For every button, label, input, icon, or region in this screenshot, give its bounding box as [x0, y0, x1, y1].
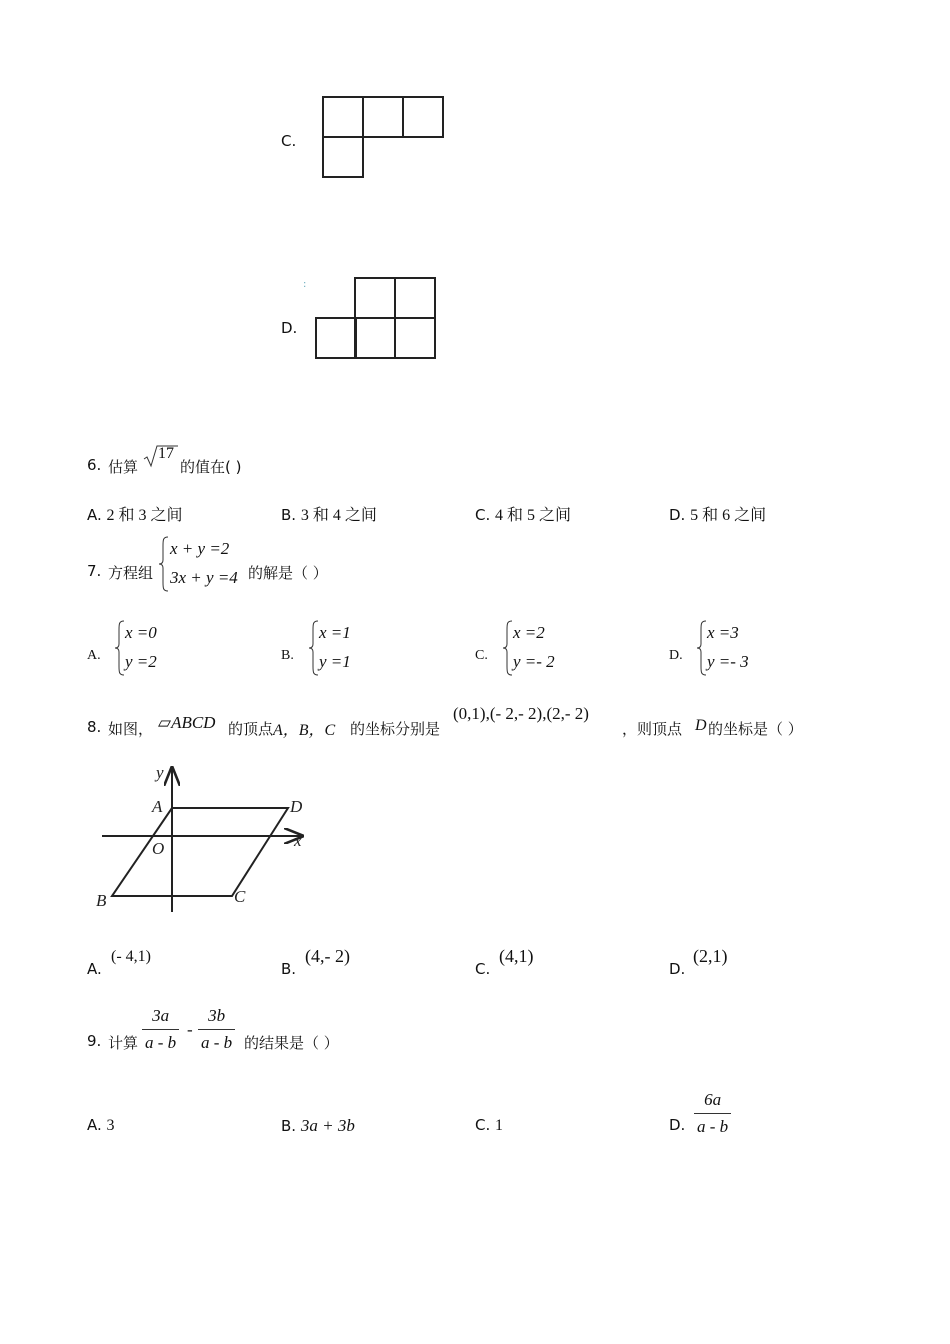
option-text: 3 — [106, 1117, 115, 1134]
option-text: 5 和 6 之间 — [690, 507, 767, 524]
x-axis-label: x — [294, 831, 302, 850]
net-figure-d — [313, 275, 439, 361]
question-number: 9. — [87, 1032, 102, 1050]
option-text: 3a + 3b — [300, 1116, 355, 1135]
numerator: 3b — [198, 1006, 235, 1030]
equation: x =2 — [513, 623, 545, 642]
equation-system — [170, 534, 238, 592]
net-square — [395, 318, 435, 358]
denominator: a - b — [201, 1033, 233, 1052]
option-text: 2 和 3 之间 — [106, 507, 183, 524]
brace-icon — [158, 536, 170, 592]
q8-option-c[interactable] — [475, 960, 490, 978]
fraction-6a-over-a-minus-b — [694, 1090, 731, 1137]
question-text: 的值在( ) — [180, 458, 242, 476]
parallelogram-diagram — [90, 758, 320, 918]
option-label: A. — [87, 648, 101, 663]
option-label: A. — [87, 1116, 102, 1134]
option-label: C. — [475, 960, 491, 978]
y-axis-label: y — [156, 763, 164, 782]
net-square — [323, 97, 363, 137]
q7-option-c[interactable] — [475, 618, 595, 676]
option-text: (2,1) — [693, 946, 728, 966]
origin-label: O — [152, 839, 165, 858]
option-label: D. — [669, 648, 683, 663]
radicand: 17 — [158, 445, 174, 462]
point-c-label: C — [234, 887, 246, 906]
point-a-label: A — [152, 797, 163, 816]
vertex-d: D — [695, 717, 707, 734]
option-text: 1 — [495, 1117, 504, 1134]
option-label: B. — [281, 960, 297, 978]
equation-system — [707, 618, 749, 676]
equation: x + y =2 — [170, 539, 230, 558]
option-label: B. — [281, 1117, 297, 1135]
equation: 3x + y =4 — [170, 568, 238, 587]
q6-option-c[interactable] — [475, 502, 571, 525]
question-number: 8. — [87, 718, 102, 736]
numerator: 6a — [694, 1090, 731, 1114]
q9-option-c[interactable] — [475, 1116, 503, 1135]
net-square — [316, 318, 356, 358]
question-text: ，则顶点 — [622, 720, 683, 738]
question-text: 的解是（ ） — [248, 564, 328, 582]
point-d-label: D — [290, 797, 303, 816]
question-text: 的顶点 — [228, 720, 274, 738]
q8-option-b[interactable] — [281, 960, 296, 978]
parallelogram-name: ▱ABCD — [158, 713, 216, 732]
net-square — [395, 278, 435, 318]
equation: y =- 3 — [707, 652, 749, 671]
q9-option-d[interactable] — [669, 1116, 685, 1134]
option-label: D. — [669, 506, 686, 524]
q7-option-b[interactable] — [281, 618, 401, 676]
option-label: D. — [669, 960, 686, 978]
minus-sign: - — [187, 1020, 193, 1039]
question-text: 的坐标是（ ） — [708, 720, 803, 738]
equation: y =- 2 — [513, 652, 555, 671]
net-square — [403, 97, 443, 137]
option-label: C. — [475, 648, 488, 663]
q7-option-a[interactable] — [87, 618, 207, 676]
point-b-label: B — [96, 891, 107, 910]
fraction-3b-over-a-minus-b — [198, 1006, 235, 1053]
option-text: (4,- 2) — [305, 946, 350, 966]
question-text: 估算 — [108, 458, 139, 476]
option-text: (4,1) — [499, 946, 534, 966]
option-text: 4 和 5 之间 — [495, 507, 572, 524]
q8-option-a[interactable] — [87, 960, 102, 978]
denominator: a - b — [145, 1033, 177, 1052]
coordinates: (0,1),(- 2,- 2),(2,- 2) — [453, 704, 589, 723]
q7-option-d[interactable] — [669, 618, 789, 676]
option-text: (- 4,1) — [111, 948, 151, 965]
vertex-names: A，B，C — [273, 722, 336, 739]
q6-option-a[interactable] — [87, 502, 183, 525]
equation: x =0 — [125, 623, 157, 642]
question-text: 的坐标分别是 — [350, 720, 441, 738]
option-d-label[interactable]: D. — [281, 319, 298, 337]
net-square — [323, 137, 363, 177]
equation: y =1 — [319, 652, 351, 671]
question-text: 计算 — [108, 1034, 139, 1052]
option-label: A. — [87, 960, 102, 978]
q6-option-d[interactable] — [669, 502, 766, 525]
equation-system — [513, 618, 555, 676]
net-square — [355, 278, 395, 318]
option-label: A. — [87, 506, 102, 524]
fraction-3a-over-a-minus-b — [142, 1006, 179, 1053]
scan-mark: : — [303, 279, 307, 290]
q8-option-d[interactable] — [669, 960, 685, 978]
q9-option-a[interactable] — [87, 1116, 115, 1135]
equation: x =1 — [319, 623, 351, 642]
equation-system — [319, 618, 351, 676]
q6-option-b[interactable] — [281, 502, 377, 525]
question-text: 的结果是（ ） — [244, 1034, 339, 1052]
question-text: 如图， — [108, 720, 154, 738]
equation: y =2 — [125, 652, 157, 671]
net-square — [355, 318, 395, 358]
question-text: 方程组 — [108, 564, 154, 582]
net-figure-c — [320, 94, 446, 180]
option-label: B. — [281, 648, 294, 663]
net-square — [363, 97, 403, 137]
q9-option-b[interactable] — [281, 1116, 355, 1136]
option-label: D. — [669, 1116, 686, 1134]
parallelogram-abcd — [112, 808, 288, 896]
equation-system — [125, 618, 157, 676]
option-text: 3 和 4 之间 — [300, 507, 377, 524]
denominator: a - b — [697, 1117, 729, 1136]
option-c-label[interactable]: C. — [281, 132, 297, 150]
numerator: 3a — [142, 1006, 179, 1030]
equation: x =3 — [707, 623, 739, 642]
question-number: 6. — [87, 456, 102, 474]
option-label: B. — [281, 506, 297, 524]
option-label: C. — [475, 506, 491, 524]
question-number: 7. — [87, 562, 102, 580]
option-label: C. — [475, 1116, 491, 1134]
